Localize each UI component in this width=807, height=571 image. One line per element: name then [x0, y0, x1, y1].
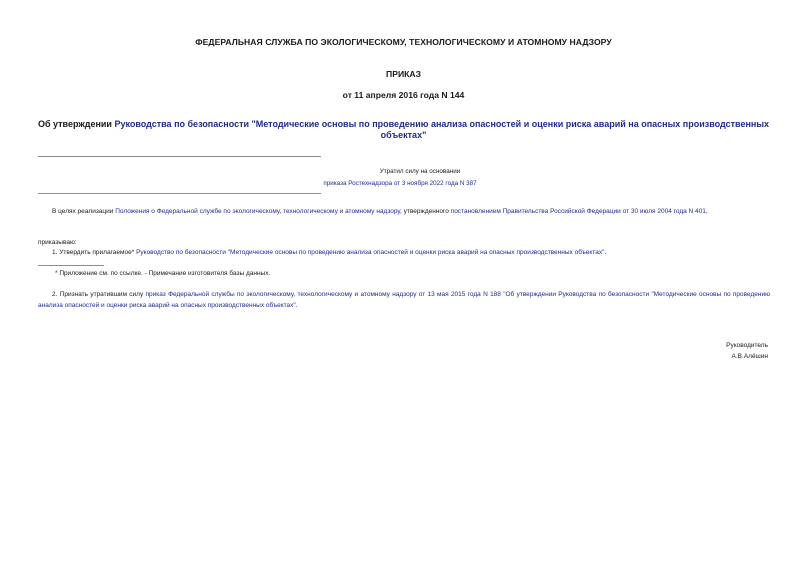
guide-link[interactable]: Руководство по безопасности "Методические основы по проведению анализа опасностей и оценки риска аварий на опасных производственных объектах": [136, 249, 605, 256]
order-subject: [36, 119, 771, 140]
regulation-link[interactable]: Положения о Федеральной службе по экологическому, технологическому и атомному надзору: [115, 208, 401, 215]
decree-link[interactable]: постановлением Правительства Российской Федерации от 30 июля 2004 года N 401: [450, 208, 706, 215]
status-text: Утратил силу на основании: [379, 168, 461, 175]
footnote: * Приложение см. по ссылке. - Примечание изготовителя базы данных.: [55, 270, 271, 277]
preamble-suffix: ,: [705, 208, 708, 215]
preamble-middle: , утвержденного: [400, 208, 451, 215]
repealed-order-link[interactable]: приказ Федеральной службы по экологическому, технологическому и атомному надзору от 13 мая 2015 года N 188 "Об утверждении Руководства по безопасности "Методические основы по проведению анализа опасностей и оценки риска аварий на опасных производственных объектах": [38, 291, 770, 309]
item2-prefix: 2. Признать утратившим силу: [52, 291, 146, 298]
order-word: приказываю:: [38, 239, 77, 246]
order-date: от 11 апреля 2016 года N 144: [342, 90, 465, 100]
subject-link[interactable]: Руководства по безопасности "Методические основы по проведению анализа опасностей и оценки риска аварий на опасных производственных объектах": [114, 119, 770, 140]
preamble-prefix: В целях реализации: [52, 208, 116, 215]
paragraph-preamble: [38, 207, 770, 218]
footnote-divider: [38, 265, 104, 266]
status-link[interactable]: приказа Ростехнадзора от 3 ноября 2022 года N 387: [323, 180, 477, 187]
agency-name: ФЕДЕРАЛЬНАЯ СЛУЖБА ПО ЭКОЛОГИЧЕСКОМУ, ТЕХНОЛОГИЧЕСКОМУ И АТОМНОМУ НАДЗОРУ: [195, 37, 612, 47]
item1-prefix: 1. Утвердить прилагаемое*: [52, 249, 137, 256]
order-title: ПРИКАЗ: [386, 69, 421, 79]
divider-bottom: [38, 193, 321, 194]
item1-suffix: .: [604, 249, 607, 256]
signature-name: А.В.Алёшин: [731, 353, 768, 360]
divider-top: [38, 156, 321, 157]
subject-prefix: Об утверждении: [37, 119, 115, 129]
signature-role: Руководитель: [726, 342, 768, 349]
order-item-2: [38, 290, 770, 311]
item2-suffix: .: [295, 301, 298, 309]
order-item-1: [52, 248, 770, 259]
